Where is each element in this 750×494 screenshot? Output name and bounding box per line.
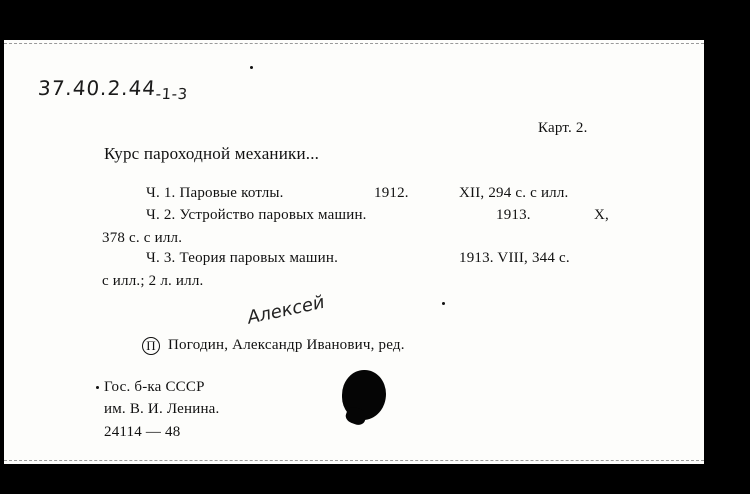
ink-speck	[250, 66, 253, 69]
part-2-continued: 378 с. с илл.	[102, 230, 183, 246]
card-number: Карт. 2.	[538, 120, 588, 136]
ink-stamp-blot	[342, 370, 386, 420]
book-title: Курс пароходной механики...	[104, 144, 320, 163]
part-1-title: Ч. 1. Паровые котлы.	[146, 185, 284, 201]
library-name-continued: им. В. И. Ленина.	[104, 401, 220, 417]
catalog-card	[4, 40, 704, 464]
part-3-year-pages: 1913. VIII, 344 с.	[459, 250, 570, 266]
ink-speck	[96, 386, 99, 389]
part-1-year: 1912.	[374, 185, 409, 201]
editor-line: Погодин, Александр Иванович, ред.	[168, 337, 405, 353]
call-number-suffix: -1-3	[155, 85, 189, 103]
part-2-year: 1913.	[496, 207, 531, 223]
part-3-continued: с илл.; 2 л. илл.	[102, 273, 204, 289]
card-edge-top	[4, 43, 704, 44]
library-code: 24114 — 48	[104, 424, 181, 440]
handwritten-name: Алексей	[247, 291, 325, 329]
part-1-pages: XII, 294 с. с илл.	[459, 185, 569, 201]
ink-speck	[442, 302, 445, 305]
part-2-title: Ч. 2. Устройство паровых машин.	[146, 207, 367, 223]
part-2-pages: X,	[594, 207, 609, 223]
card-edge-bottom	[4, 460, 704, 461]
editor-marker: П	[142, 337, 160, 355]
call-number-main: 37.40.2.44	[37, 76, 157, 100]
library-name: Гос. б-ка СССР	[104, 379, 205, 395]
call-number	[37, 76, 189, 103]
part-3-title: Ч. 3. Теория паровых машин.	[146, 250, 339, 266]
